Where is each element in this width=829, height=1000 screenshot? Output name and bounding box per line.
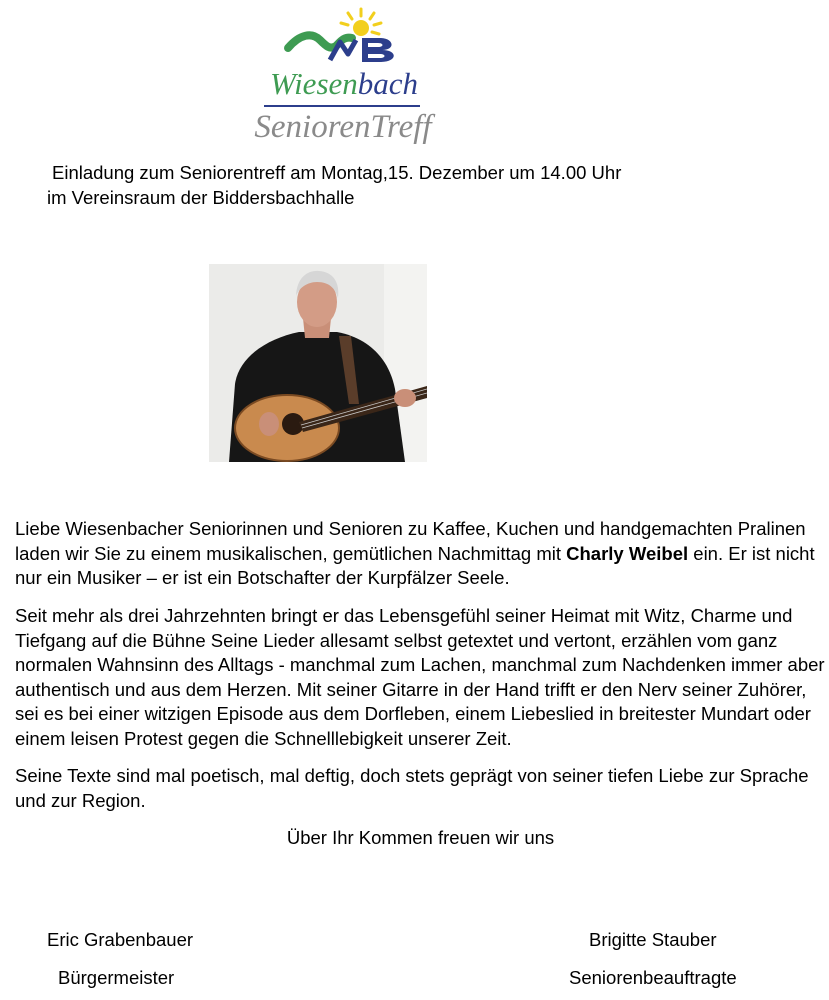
artist-name: Charly Weibel <box>566 542 689 564</box>
signature-title-senior-rep: Seniorenbeauftragte <box>569 967 737 988</box>
invitation-line-2: im Vereinsraum der Biddersbachhalle <box>47 187 355 208</box>
musician-with-guitar-photo-icon <box>209 264 427 462</box>
musician-photo <box>209 264 427 462</box>
intro-text: Liebe Wiesenbacher Seniorinnen und Senioren zu Kaffee, Kuchen und handgemachten Pralinen laden wir Sie zu einem musikalischen, gemütlichen Nachmittag mit <box>15 518 806 564</box>
invitation-line-1: Einladung zum Seniorentreff am Montag,15. Dezember um 14.00 Uhr <box>52 162 622 183</box>
signature-name-mayor: Eric Grabenbauer <box>47 929 194 950</box>
signature-title-mayor: Bürgermeister <box>58 967 175 988</box>
logo-wordmark: Wiesenbach <box>269 66 419 101</box>
paragraph-biography: Seit mehr als drei Jahrzehnten bringt er das Lebensgefühl seiner Heimat mit Witz, Charme und Tiefgang auf die Bühne Seine Lieder allesamt selbst getextet und vertont, erzählen vom ganz normalen Wahnsinn des Alltags - manchmal zum Lachen, manchmal zum Nachdenken immer aber authentisch und aus dem Herzen. Mit seiner Gitarre in der Hand trifft er den Nerv seiner Zuhörer, sei es bei einer witzigen Episode aus dem Dorfleben, einem Liebeslied in breitester Mundart oder einem leisen Protest gegen die Schnelllebigkeit unserer Zeit. <box>15 605 825 749</box>
intro-text-end: ein. Er ist nicht nur ein Musiker – er ist ein Botschafter der Kurpfälzer Seele. <box>15 542 815 588</box>
paragraph-intro <box>15 517 825 591</box>
signature-name-senior-rep: Brigitte Stauber <box>589 929 717 950</box>
closing-line: Über Ihr Kommen freuen wir uns <box>286 827 555 848</box>
paragraph-lyrics: Seine Texte sind mal poetisch, mal deftig, doch stets geprägt von seiner tiefen Liebe zur Sprache und zur Region. <box>15 765 809 811</box>
logo-divider <box>264 105 420 107</box>
logo-subtitle: SeniorenTreff <box>254 109 432 145</box>
wiesenbach-seniorentreff-logo <box>248 6 438 148</box>
